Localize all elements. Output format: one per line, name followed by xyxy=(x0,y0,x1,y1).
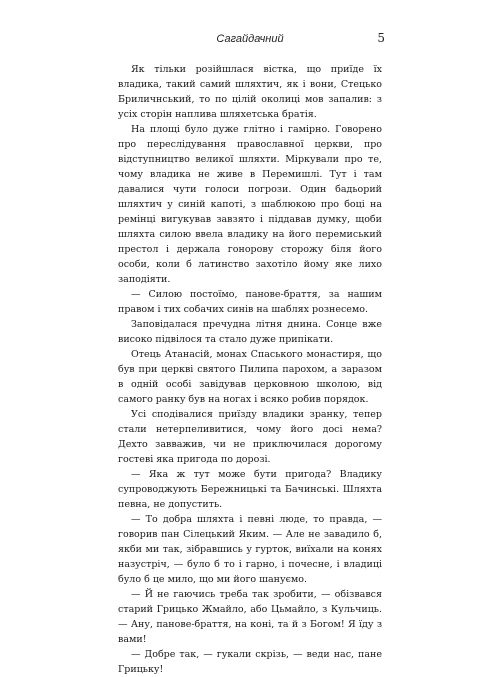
dialogue-line: — Силою постоїмо, панове-браття, за нашим правом і тих собачих синів на шаблях рознесемо. xyxy=(118,289,382,315)
dialogue-line: — Яка ж тут може бути пригода? Владику супроводжують Бережницькі та Бачинські. Шляхта певна, не допустить. xyxy=(118,469,382,510)
dialogue-line: — То добра шляхта і певні люде, то правда, — говорив пан Сілецький Яким. — Але не завадило б, якби ми так, зібравшись у гурток, виїхали на конях назустріч, — було б то і гарно, і почесне, і владиці було б це мило, що ми його шануємо. xyxy=(118,514,382,585)
dialogue-line: — Добре так, — гукали скрізь, — веди нас, пане Грицьку! xyxy=(118,649,382,675)
running-title: Сагайдачний xyxy=(216,33,284,45)
page-number: 5 xyxy=(377,31,385,45)
paragraph: Заповідалася пречудна літня днина. Сонце вже високо підвілося та стало дуже припікати. xyxy=(118,319,382,345)
paragraph: Усі сподівалися приїзду владики зранку, тепер стали нетерпеливитися, чому його досі нема? Дехто завважив, чи не приключилася дорогому гостеві яка пригода по дорозі. xyxy=(118,409,382,465)
paragraph: Отець Атанасій, монах Спаського монастиря, що був при церкві святого Пилипа парохом, а заразом в одній особі завідував церковною школою, від самого ранку був на ногах і всяко робив порядок. xyxy=(118,349,382,405)
body-text xyxy=(118,62,382,677)
paragraph: На площі було дуже глітно і гамірно. Говорено про переслідування православної церкви, про відступництво великої шляхти. Міркували про те, чому владика не живе в Перемишлі. Тут і там давалися чути голоси погрози. Один бадьорий шляхтич у синій капоті, з шаблюкою про боці на ремінці вигукував завзято і піддавав думку, щоби шляхта силою ввела владику на його перемиський престол і держала гонорову сторожу біля його особи, коли б латинство захотіло йому яке лихо заподіяти. xyxy=(118,124,382,285)
dialogue-line: — Й не гаючись треба так зробити, — обізвався старий Грицько Жмайло, або Цьмайло, з Кульчиць. — Ану, панове-браття, на коні, та й з Богом! Я їду з вами! xyxy=(118,589,382,645)
paragraph: Як тільки розійшлася вістка, що приїде їх владика, такий самий шляхтич, як і вони, Стецько Бриличнський, то по цілій околиці мов запалив: з усіх сторін наплива шляхетська братія. xyxy=(118,64,382,120)
